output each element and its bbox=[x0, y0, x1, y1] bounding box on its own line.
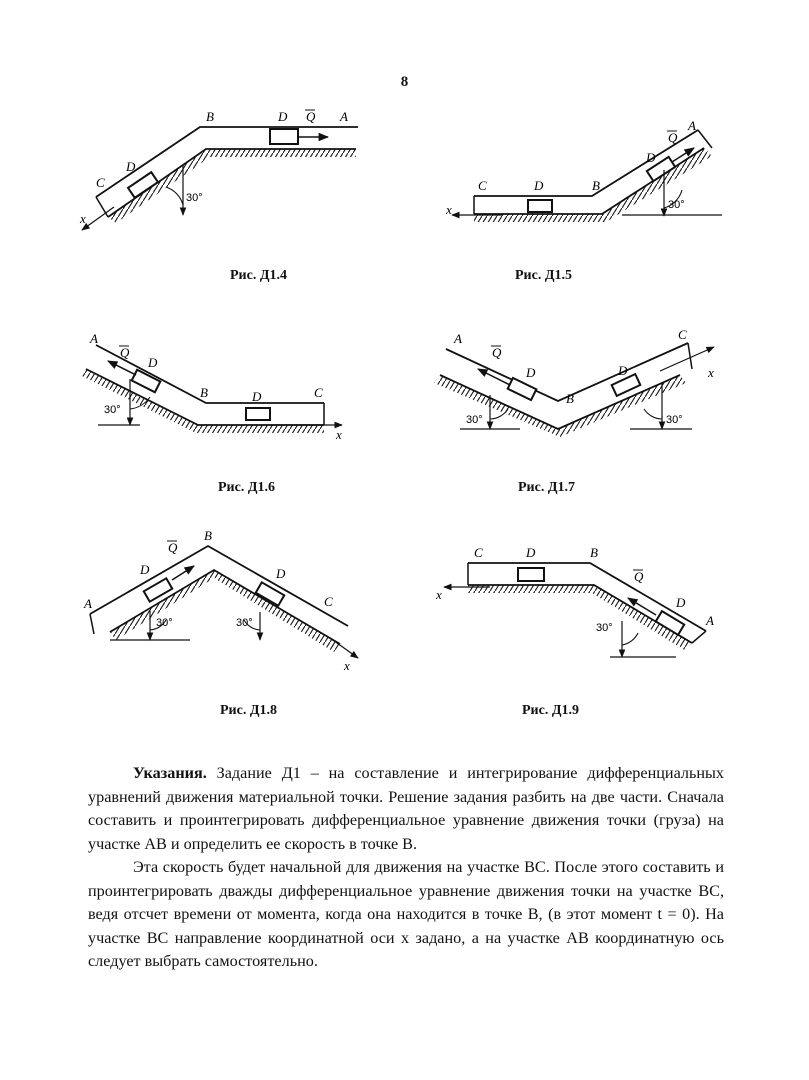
caption-d1-6: Рис. Д1.6 bbox=[218, 480, 275, 495]
instructions-paragraph-2: Эта скорость будет начальной для движения на участке BC. После этого составить и проинтегрировать дважды дифференциальное уравнение движения точки на участке BC, ведя отсчет времени от момента, когда она находится в точке B, (в этот момент t = 0). На участке BC направление координатной оси x задано, а на участке AB координатную ось следует выбрать самостоятельно. bbox=[88, 858, 724, 970]
label-q: Q bbox=[120, 345, 130, 360]
angle-label: 30° bbox=[236, 617, 253, 629]
label-c: C bbox=[314, 385, 323, 400]
label-q: Q bbox=[492, 345, 502, 360]
angle-arc bbox=[622, 633, 638, 645]
label-b: B bbox=[566, 391, 574, 406]
label-b: B bbox=[590, 545, 598, 560]
channel-end bbox=[90, 614, 94, 634]
angle-label: 30° bbox=[186, 192, 203, 204]
instructions-text bbox=[88, 762, 724, 974]
axis-x bbox=[660, 347, 714, 371]
page-number: 8 bbox=[400, 74, 409, 90]
label-d: D bbox=[140, 562, 150, 577]
label-x: x bbox=[436, 587, 442, 602]
label-x: x bbox=[336, 427, 342, 442]
force-arrow bbox=[172, 566, 194, 580]
label-x: x bbox=[446, 202, 452, 217]
label-d: D bbox=[534, 178, 544, 193]
figure-d1-7 bbox=[430, 325, 730, 455]
label-c: C bbox=[474, 545, 483, 560]
label-a: A bbox=[706, 613, 714, 628]
angle-label: 30° bbox=[668, 199, 685, 211]
label-d: D bbox=[526, 365, 536, 380]
axis-x bbox=[82, 207, 114, 230]
label-q: Q bbox=[634, 569, 644, 584]
label-x: x bbox=[80, 211, 86, 226]
angle-label: 30° bbox=[156, 617, 173, 629]
label-d: D bbox=[526, 545, 536, 560]
instructions-body-1: Задание Д1 – на составление и интегрирование дифференциальных уравнений движения материальной точки. Решение задания разбить на две части. Сначала составить и проинтегрировать дифференциальное уравнение движения точки (груза) на участке AB и определить ее скорость в точке B. bbox=[88, 764, 724, 853]
figure-d1-5 bbox=[442, 112, 732, 242]
angle-label: 30° bbox=[466, 414, 483, 426]
label-x: x bbox=[708, 365, 714, 380]
caption-d1-5: Рис. Д1.5 bbox=[515, 268, 572, 283]
label-q: Q bbox=[668, 130, 678, 145]
label-d: D bbox=[148, 355, 158, 370]
channel-end bbox=[692, 631, 706, 643]
figure-d1-9 bbox=[430, 535, 720, 675]
channel-end bbox=[698, 130, 712, 148]
channel-end bbox=[688, 343, 692, 369]
label-c: C bbox=[478, 178, 487, 193]
load-block bbox=[518, 568, 544, 581]
label-a: A bbox=[454, 331, 462, 346]
angle-arc bbox=[166, 187, 183, 205]
caption-d1-4: Рис. Д1.4 bbox=[230, 268, 287, 283]
label-a: A bbox=[90, 331, 98, 346]
caption-d1-7: Рис. Д1.7 bbox=[518, 480, 575, 495]
label-d: D bbox=[278, 109, 288, 124]
figure-d1-6 bbox=[80, 325, 370, 455]
label-b: B bbox=[592, 178, 600, 193]
label-d: D bbox=[276, 566, 286, 581]
label-c: C bbox=[96, 175, 105, 190]
label-d: D bbox=[618, 363, 628, 378]
load-block bbox=[246, 408, 270, 420]
load-block bbox=[528, 200, 552, 212]
label-c: C bbox=[678, 327, 687, 342]
angle-label: 30° bbox=[666, 414, 683, 426]
label-d: D bbox=[126, 159, 136, 174]
label-a: A bbox=[340, 109, 348, 124]
label-d: D bbox=[676, 595, 686, 610]
label-q: Q bbox=[306, 109, 316, 124]
instructions-lead: Указания. bbox=[133, 764, 207, 782]
caption-d1-9: Рис. Д1.9 bbox=[522, 703, 579, 718]
channel-end bbox=[96, 197, 108, 217]
figure-d1-4 bbox=[78, 105, 368, 245]
label-a: A bbox=[688, 118, 696, 133]
label-d: D bbox=[646, 150, 656, 165]
label-b: B bbox=[206, 109, 214, 124]
angle-label: 30° bbox=[596, 622, 613, 634]
label-c: C bbox=[324, 594, 333, 609]
label-d: D bbox=[252, 389, 262, 404]
label-b: B bbox=[204, 528, 212, 543]
figure-d1-8 bbox=[80, 530, 380, 680]
caption-d1-8: Рис. Д1.8 bbox=[220, 703, 277, 718]
label-b: B bbox=[200, 385, 208, 400]
label-q: Q bbox=[168, 540, 178, 555]
angle-label: 30° bbox=[104, 404, 121, 416]
instructions-paragraph-1 bbox=[88, 762, 724, 856]
channel-top bbox=[90, 546, 348, 626]
angle-arc bbox=[644, 409, 662, 419]
load-block bbox=[508, 378, 537, 400]
label-x: x bbox=[344, 658, 350, 673]
channel-bottom bbox=[468, 585, 692, 643]
load-block bbox=[132, 370, 161, 392]
load-block bbox=[270, 129, 298, 144]
label-a: A bbox=[84, 596, 92, 611]
